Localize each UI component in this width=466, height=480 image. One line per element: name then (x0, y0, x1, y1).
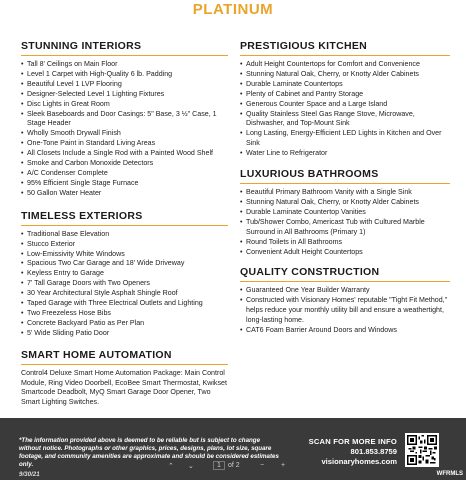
chevron-down-icon[interactable]: ⌄ (188, 463, 194, 470)
list-item: • All Closets Include a Single Rod with a Painted Wood Shelf (21, 149, 228, 159)
feature-list (21, 230, 228, 339)
phone-number[interactable]: 801.853.8759 (350, 447, 397, 456)
feature-list (240, 188, 450, 257)
section-heading: STUNNING INTERIORS (21, 40, 228, 56)
list-item: • Low-Emissivity White Windows (21, 250, 228, 260)
page-title: PLATINUM (192, 1, 274, 18)
website-link[interactable]: visionaryhomes.com (321, 457, 397, 466)
section-interiors (21, 40, 228, 199)
list-item: • Guaranteed One Year Builder Warranty (240, 286, 450, 296)
list-item: • Durable Laminate Countertops (240, 80, 450, 90)
chevron-up-icon[interactable]: ⌃ (168, 463, 174, 470)
list-item: • Sleek Baseboards and Door Casings: 5" Base, 3 ½" Case, 1 Stage Header (21, 110, 228, 130)
section-automation (21, 349, 228, 409)
list-item: • Taped Garage with Three Electrical Outlets and Lighting (21, 299, 228, 309)
list-item: • 7' Tall Garage Doors with Two Openers (21, 279, 228, 289)
list-item: • 50 Gallon Water Heater (21, 189, 228, 199)
section-heading: TIMELESS EXTERIORS (21, 210, 228, 226)
list-item: • Spacious Two Car Garage and 18' Wide Driveway (21, 259, 228, 269)
list-item: • Keyless Entry to Garage (21, 269, 228, 279)
scan-label: SCAN FOR MORE INFO (308, 437, 397, 446)
zoom-in-icon[interactable]: + (281, 462, 286, 469)
qr-code-icon[interactable] (405, 433, 439, 467)
section-heading: SMART HOME AUTOMATION (21, 349, 228, 365)
list-item: • Constructed with Visionary Homes' reputable "Tight Fit Method," helps reduce your monthly utility bill and ensure a weathertight, long-lasting home. (240, 296, 450, 326)
list-item: • Traditional Base Elevation (21, 230, 228, 240)
list-item: • Wholly Smooth Drywall Finish (21, 129, 228, 139)
list-item: • CAT6 Foam Barrier Around Doors and Windows (240, 326, 450, 336)
section-construction (240, 266, 450, 336)
section-heading: PRESTIGIOUS KITCHEN (240, 40, 450, 56)
list-item: • Durable Laminate Countertop Vanities (240, 208, 450, 218)
list-item: • Tall 8' Ceilings on Main Floor (21, 60, 228, 70)
list-item: • Level 1 Carpet with High-Quality 6 lb. Padding (21, 70, 228, 80)
list-item: • Designer-Selected Level 1 Lighting Fixtures (21, 90, 228, 100)
list-item: • 95% Efficient Single Stage Furnace (21, 179, 228, 189)
list-item: • One-Tone Paint in Standard Living Areas (21, 139, 228, 149)
list-item: • Adult Height Countertops for Comfort and Convenience (240, 60, 450, 70)
list-item: • Plenty of Cabinet and Pantry Storage (240, 90, 450, 100)
list-item: • Stunning Natural Oak, Cherry, or Knotty Alder Cabinets (240, 198, 450, 208)
section-exteriors (21, 210, 228, 339)
list-item: • A/C Condenser Complete (21, 169, 228, 179)
feature-list (21, 60, 228, 199)
page-count-label: of 2 (228, 462, 240, 469)
list-item: • 5' Wide Sliding Patio Door (21, 329, 228, 339)
list-item: • Two Freezeless Hose Bibs (21, 309, 228, 319)
section-heading: LUXURIOUS BATHROOMS (240, 168, 450, 184)
zoom-out-icon[interactable]: − (260, 462, 265, 469)
contact-block (309, 437, 397, 466)
list-item: • Tub/Shower Combo, Americast Tub with Cultured Marble Surround in All Bathrooms (Primary 1) (240, 218, 450, 238)
list-item: • Disc Lights in Great Room (21, 100, 228, 110)
list-item: • Convenient Adult Height Countertops (240, 248, 450, 258)
list-item: • Water Line to Refrigerator (240, 149, 450, 159)
feature-list (240, 60, 450, 159)
left-column (21, 40, 228, 408)
list-item: • Generous Counter Space and a Large Island (240, 100, 450, 110)
list-item: • Beautiful Level 1 LVP Flooring (21, 80, 228, 90)
list-item: • Beautiful Primary Bathroom Vanity with a Single Sink (240, 188, 450, 198)
list-item: • Long Lasting, Energy-Efficient LED Lights in Kitchen and Over Sink (240, 129, 450, 149)
list-item: • Stucco Exterior (21, 240, 228, 250)
right-column (240, 40, 450, 336)
list-item: • Concrete Backyard Patio as Per Plan (21, 319, 228, 329)
section-bathrooms (240, 168, 450, 257)
list-item: • 30 Year Architectural Style Asphalt Shingle Roof (21, 289, 228, 299)
disclaimer-text: *The information provided above is deemed to be reliable but is subject to change without notice. Photographs or other graphics, prices, designs, plans, lot size, square footage, and community amenities are approximate and should be considered estimates only. (19, 437, 279, 468)
date-text: 9/30/21 (19, 471, 40, 478)
section-kitchen (240, 40, 450, 159)
automation-description: Control4 Deluxe Smart Home Automation Package: Main Control Module, Ring Video Doorbell, EcoBee Smart Thermostat, Kwikset Smartcode Deadbolt, MyQ Smart Garage Door Opener, Two Smart Lighting Switches. (21, 368, 227, 407)
page-navigator (168, 460, 298, 474)
list-item: • Smoke and Carbon Monoxide Detectors (21, 159, 228, 169)
mls-label: WFRMLS (436, 471, 463, 477)
list-item: • Quality Stainless Steel Gas Range Stove, Microwave, Dishwasher, and Top-Mount Sink (240, 110, 450, 130)
feature-list (240, 286, 450, 336)
list-item: • Stunning Natural Oak, Cherry, or Knotty Alder Cabinets (240, 70, 450, 80)
section-heading: QUALITY CONSTRUCTION (240, 266, 450, 282)
page-number-field[interactable]: 1 (213, 461, 225, 470)
list-item: • Round Toilets in All Bathrooms (240, 238, 450, 248)
